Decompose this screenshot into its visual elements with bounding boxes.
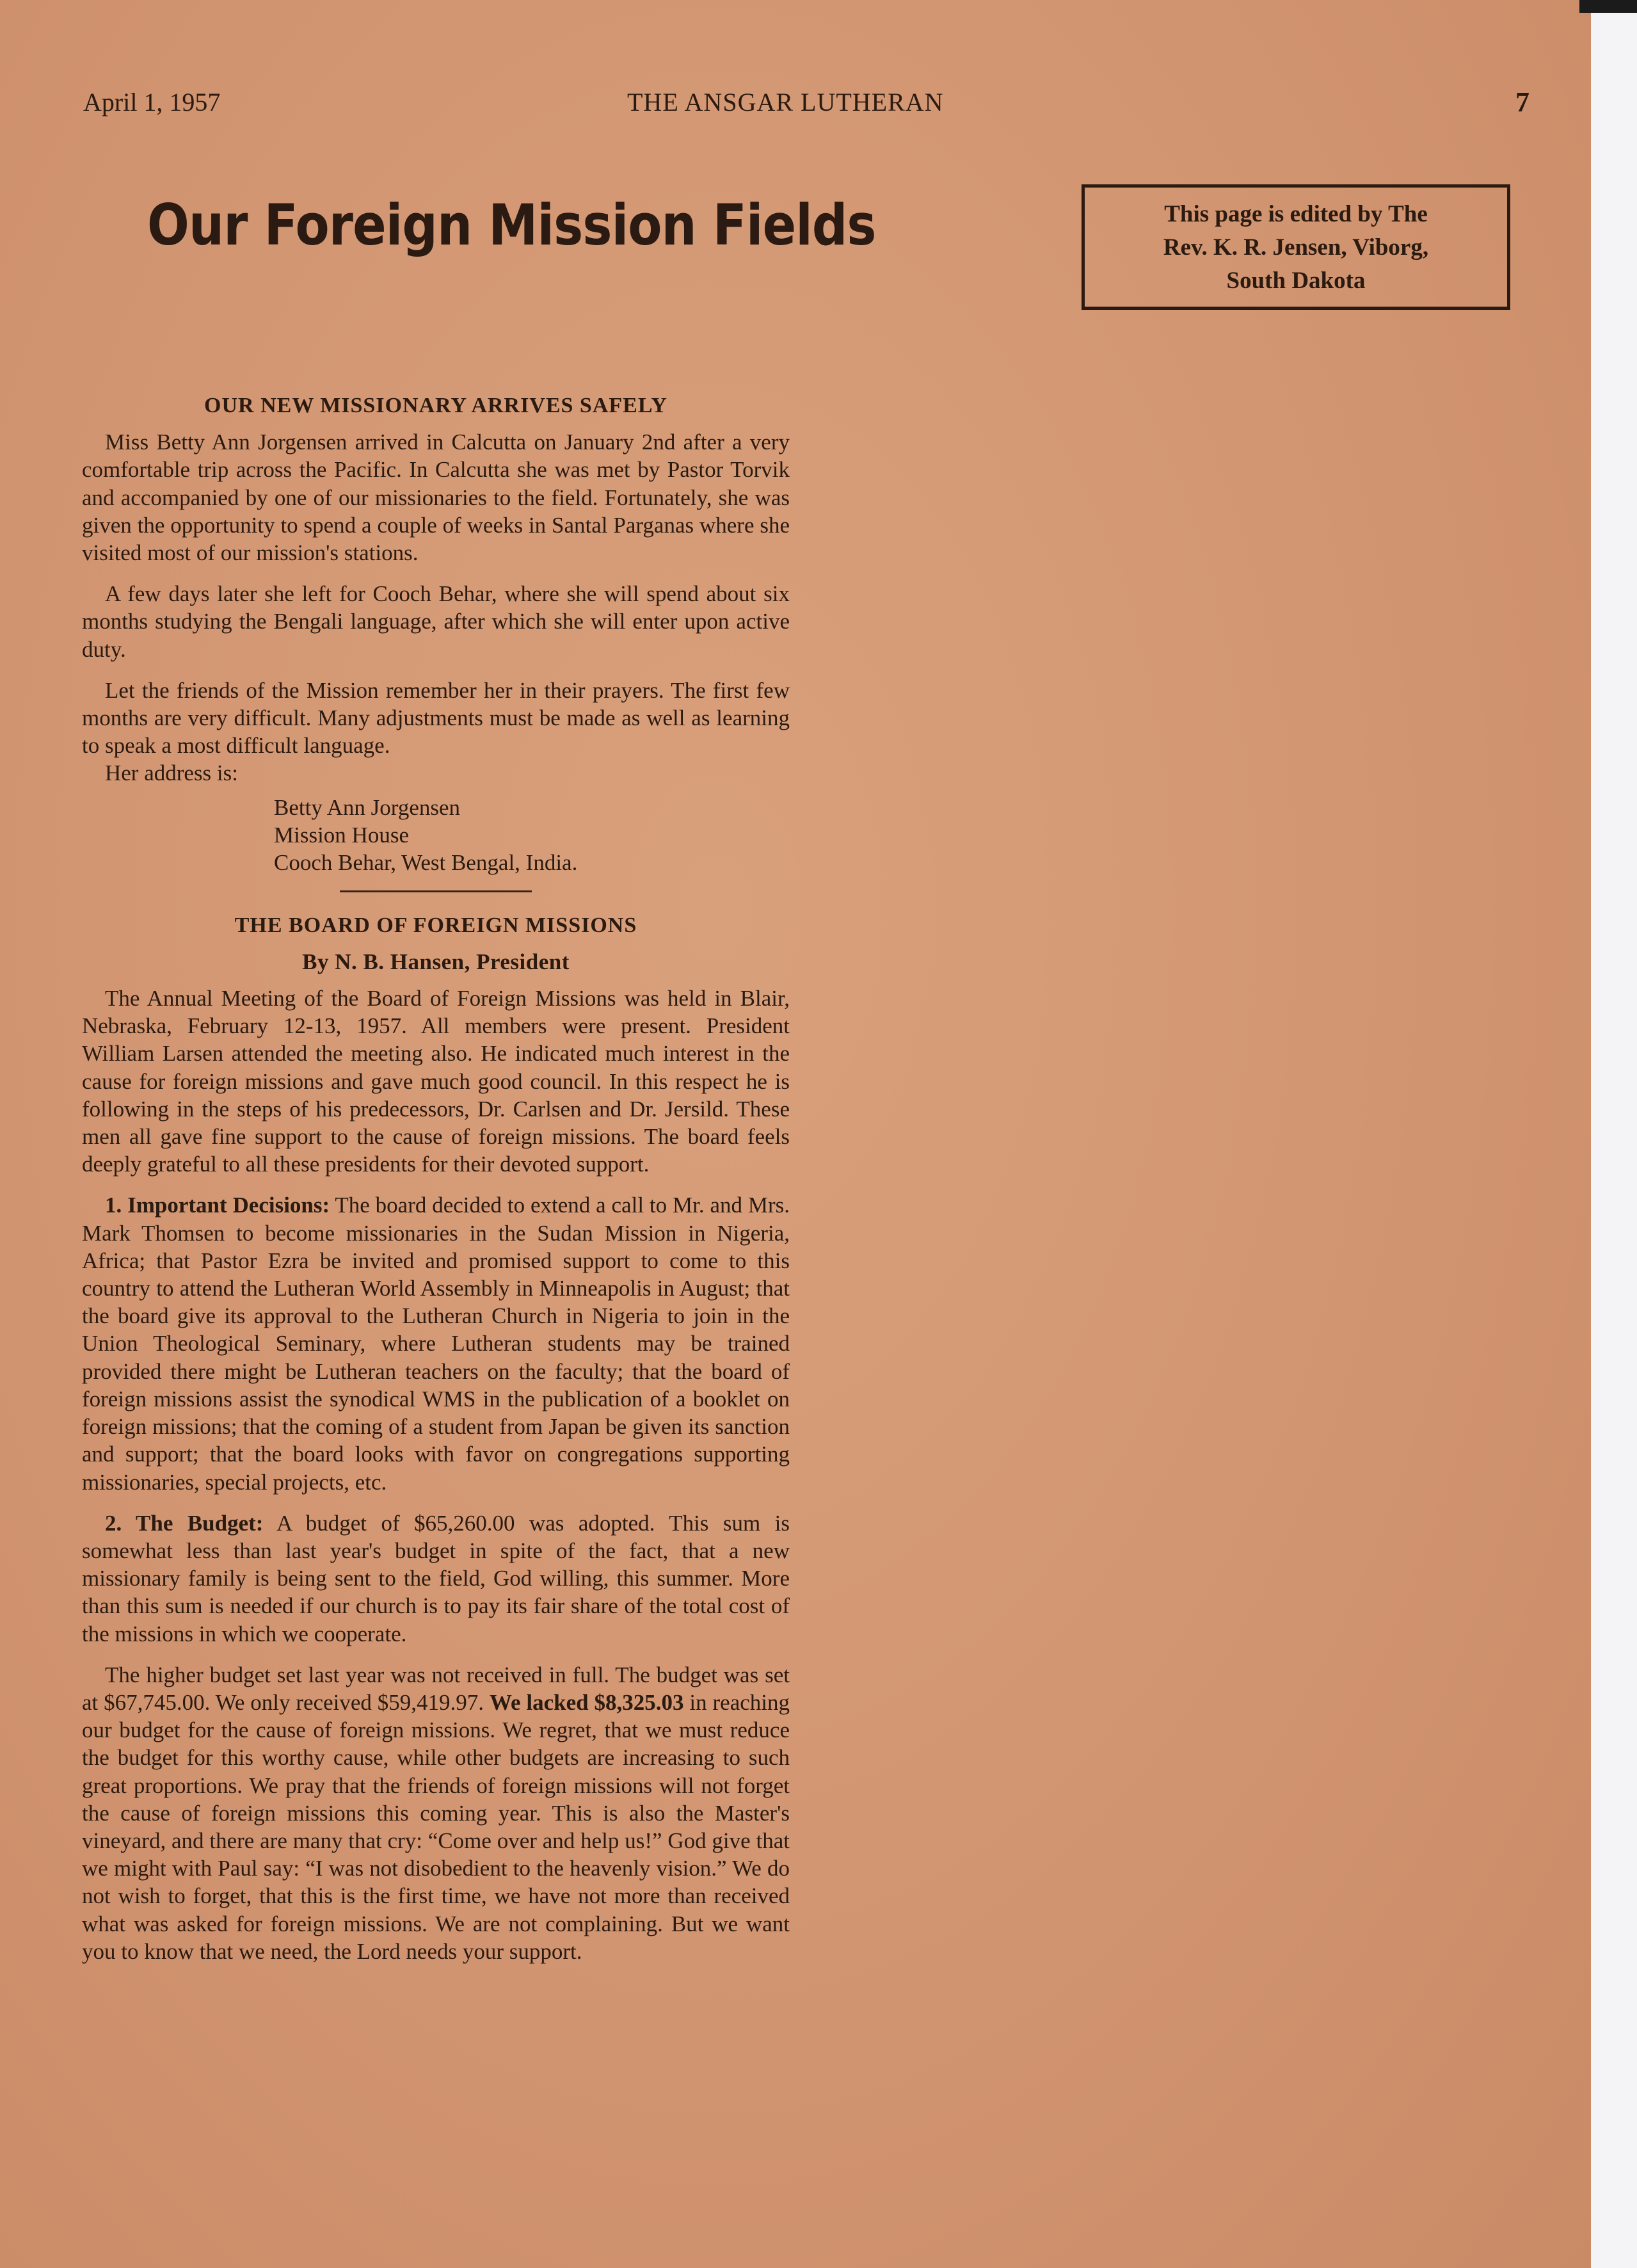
article-heading: OUR NEW MISSIONARY ARRIVES SAFELY xyxy=(204,394,667,417)
mailing-address xyxy=(274,794,790,876)
paragraph xyxy=(82,1661,790,1965)
page-number: 7 xyxy=(1515,86,1529,118)
editor-line: Rev. K. R. Jensen, Viborg, xyxy=(1163,234,1429,261)
scan-margin xyxy=(1591,13,1637,2268)
article-heading: THE BOARD OF FOREIGN MISSIONS xyxy=(234,913,637,937)
paragraph: The Annual Meeting of the Board of Foreign Missions was held in Blair, Nebraska, February 12-13, 1957. All members were present. President William Larsen attended the meeting also. He indicated much interest in the cause for foreign missions and gave much good council. In this respect he is following in the steps of his predecessors, Dr. Carlsen and Dr. Jersild. These men all gave fine support to the cause of foreign missions. The board feels deeply grateful to all these presidents for their devoted support. xyxy=(82,986,790,1177)
editor-box xyxy=(1082,184,1510,310)
left-column xyxy=(82,392,790,1965)
paragraph: Her address is: xyxy=(105,760,239,786)
section-text: in reaching our budget for the cause of foreign missions. We regret, that we must reduce the budget for this worthy cause, while other budgets are increasing to such great proportions. We pray that the friends of foreign missions will not forget the cause of foreign missions this coming year. This is also the Master's vineyard, and there are many that cry: “Come over and help us!” God give that we might with Paul say: “I was not disobedient to the heavenly vision.” We do not wish to forget, that this is the first time, we have not more than received what was asked for foreign missions. We are not complaining. But we want you to know that we need, the Lord needs your support. xyxy=(82,1689,790,1964)
byline: By N. B. Hansen, President xyxy=(302,949,570,974)
section-text: The higher budget set last year was not received in full. The budget was set at $67,745.00. We only received $59,419.97. xyxy=(82,1662,790,1715)
paragraph: A few days later she left for Cooch Behar, where she will spend about six months studying the Bengali language, after which she will enter upon active duty. xyxy=(82,581,790,662)
section-lead: 2. The Budget: xyxy=(105,1510,264,1536)
address-line: Mission House xyxy=(274,822,409,848)
editor-line: South Dakota xyxy=(1226,268,1366,294)
scan-corner xyxy=(1579,0,1637,13)
address-line: Cooch Behar, West Bengal, India. xyxy=(274,849,578,875)
paragraph xyxy=(82,1191,790,1495)
paragraph: Let the friends of the Mission remember her in their prayers. The first few months are very difficult. Many adjustments must be made as well as learning to speak a most difficult language. xyxy=(82,677,790,759)
highlight-text: We lacked $8,325.03 xyxy=(489,1689,684,1715)
issue-date: April 1, 1957 xyxy=(83,88,221,117)
editor-line: This page is edited by The xyxy=(1164,201,1428,227)
section-text: A budget of $65,260.00 was adopted. This sum is somewhat less than last year's budget in spite of the fact, that a new missionary family is being sent to the field, God willing, this summer. More than this sum is needed if our church is to pay its fair share of the total cost of the missions in which we cooperate. xyxy=(82,1510,790,1646)
section-lead: 1. Important Decisions: xyxy=(105,1193,330,1218)
page-title: Our Foreign Mission Fields xyxy=(147,192,876,258)
section-divider xyxy=(340,890,532,892)
page-header xyxy=(83,82,1529,120)
paragraph xyxy=(82,1509,790,1648)
newspaper-name: THE ANSGAR LUTHERAN xyxy=(627,88,944,117)
address-line: Betty Ann Jorgensen xyxy=(274,794,461,820)
paragraph: Miss Betty Ann Jorgensen arrived in Calcutta on January 2nd after a very comfortable trip across the Pacific. In Calcutta she was met by Pastor Torvik and accompanied by one of our missionaries to the field. Fortunately, she was given the opportunity to spend a couple of weeks in Santal Parganas where she visited most of our mission's stations. xyxy=(82,430,790,566)
section-text: The board decided to extend a call to Mr. and Mrs. Mark Thomsen to become missionaries in the Sudan Mission in Nigeria, Africa; that Pastor Ezra be invited and promised support to come to this country to attend the Lutheran World Assembly in Minneapolis in August; that the board give its approval to the Lutheran Church in Nigeria to join in the Union Theological Seminary, where Lutheran students may be trained provided there might be Lutheran teachers on the faculty; that the board of foreign missions assist the synodical WMS in the publication of a booklet on foreign missions; that the coming of a student from Japan be given its sanction and support; that the board looks with favor on congregations supporting missionaries, special projects, etc. xyxy=(82,1193,790,1495)
